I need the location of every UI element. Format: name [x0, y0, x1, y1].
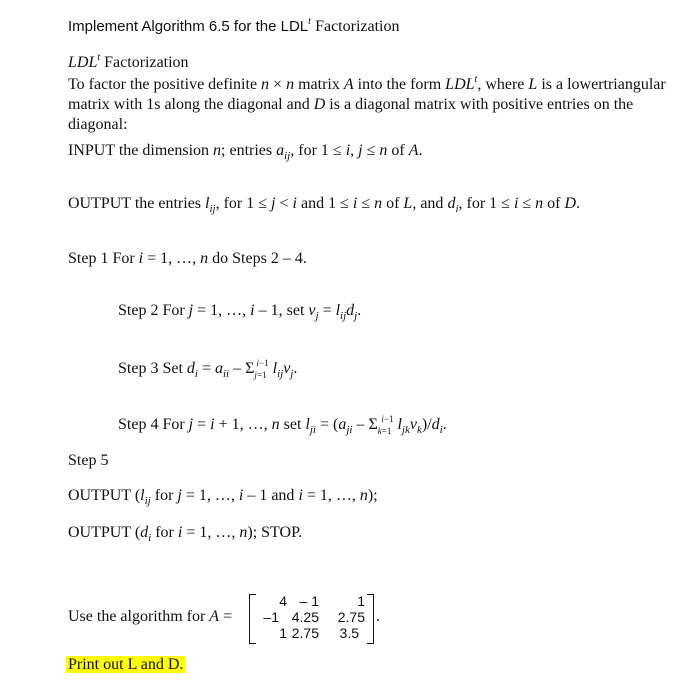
matrix-cell: 2.75: [291, 625, 319, 641]
input-line: INPUT the dimension n; entries $a_{ij}$, for 1 ≤ i, j ≤ n of A.: [68, 142, 423, 162]
use-algorithm-text: Use the algorithm for A =: [68, 608, 233, 625]
page-title: Implement Algorithm 6.5 for the LDL$^t$ Factorization: [68, 16, 400, 35]
step-3: Step 3 Set $d_i = a_{ii} - \Sigma_{j=1}^{i-1}$ $l_{ij}v_j$.: [118, 358, 298, 380]
section-heading: LDL$^t$ Factorization: [68, 52, 189, 71]
matrix-cell: – 1: [299, 593, 319, 609]
step-2: Step 2 For j = 1, …, i – 1, set $v_j = l_{ij}d_j$.: [118, 302, 362, 322]
step-5: Step 5: [68, 452, 109, 469]
description: To factor the positive definite n × n matrix A into the form LDL$^t$, where L is a lowertriangular matrix with 1s along the diagonal and D is a diagonal matrix with positive entries on the diagonal:: [68, 74, 666, 133]
print-instruction: Print out L and D.: [68, 656, 184, 673]
step-1: Step 1 For i = 1, …, n do Steps 2 – 4.: [68, 250, 307, 267]
step-4: Step 4 For j = i + 1, …, n set $l_{ji} = (a_{ji} - \Sigma_{k=1}^{i-1}$ $l_{jk}v_k)/d_i$.: [118, 414, 447, 436]
matrix-cell: 3.5: [339, 625, 359, 641]
matrix-cell: 4.25: [291, 609, 319, 625]
matrix-cell: –1: [263, 609, 279, 625]
output-d: OUTPUT ($d_i$ for i = 1, …, n); STOP.: [68, 524, 303, 544]
matrix-period: .: [376, 608, 380, 625]
matrix-cell: 2.75: [337, 609, 365, 625]
matrix-cell: 1: [279, 625, 287, 641]
right-bracket: [367, 594, 374, 644]
output-l: OUTPUT ($l_{ij}$ for j = 1, …, i – 1 and i = 1, …, n);: [68, 487, 378, 507]
matrix-cell: 4: [279, 593, 287, 609]
matrix-cell: 1: [357, 593, 365, 609]
output-line: OUTPUT the entries $l_{ij}$, for 1 ≤ j < i and 1 ≤ i ≤ n of L, and $d_i$, for 1 ≤ i ≤ n of D.: [68, 195, 581, 215]
